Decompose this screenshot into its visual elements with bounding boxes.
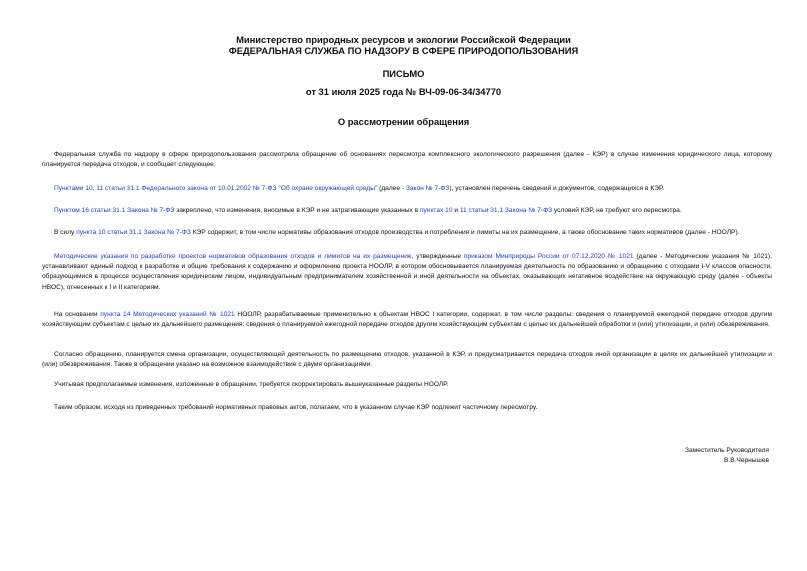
signature-name: В.В.Чернышев [723, 457, 769, 464]
link-law-7fz-art31[interactable]: Пунктами 10, 11 статьи 31.1 Федерального закона от 10.01.2002 № 7-ФЗ "Об охране окружающей среды" [54, 185, 378, 192]
paragraph-4-text-a: В силу [54, 229, 77, 236]
paragraph-4-text-b: КЭР содержит, в том числе нормативы образования отходов производства и потребления и лимиты на их размещение, а также обоснование таких нормативов (далее - НООЛР). [190, 229, 740, 236]
link-point-14[interactable]: пункта 14 Методических указаний № 1021 [100, 311, 235, 318]
signature-position: Заместитель Руководителя [685, 447, 769, 454]
link-law-7fz[interactable]: Закон № 7-ФЗ [405, 185, 450, 192]
service-name: ФЕДЕРАЛЬНАЯ СЛУЖБА ПО НАДЗОРУ В СФЕРЕ ПРИРОДОПОЛЬЗОВАНИЯ [228, 45, 579, 56]
link-point-10[interactable]: пункта 10 статьи 31.1 Закона № 7-ФЗ [76, 229, 191, 236]
paragraph-3-text-b: условий КЭР, не требуют его пересмотра. [552, 207, 682, 214]
paragraph-7: Согласно обращению, планируется смена организации, осуществляющей деятельность по размещению отходов, указанной в КЭР, и предусматривается передача отходов иной организации в целях их дальнейшей утилизации и (или) обезвреживания. Также в обращении указано на возможное взаимодействие с двумя организациями. [42, 351, 772, 369]
paragraph-6 [42, 310, 772, 330]
paragraph-8: Учитывая предполагаемые изменения, изложенные в обращении, требуется скорректировать вышеуказанные разделы НООЛР. [54, 381, 449, 388]
paragraph-3-text-and: и [452, 207, 460, 214]
document-type: ПИСЬМО [382, 68, 425, 79]
paragraph-5-text-b: (далее - Методические указания № 1021), устанавливают единый подход к разработке и общие требования к содержанию и оформлению проекта НООЛР, в котором обосновывается планируемая деятельность по образованию и обращению с отходами I-V классов опасности, образующимися в процессе осуществления юридическим лицом, индивидуальным предпринимателем хозяйственной и иной деятельности на объектах, оказывающих негативное воздействие на окружающую среду (далее - объекты НВОС), отнесенных к I и II категориям. [42, 253, 772, 291]
document-date-number: от 31 июля 2025 года № ВЧ-09-06-34/34770 [305, 86, 502, 97]
link-order-1021[interactable]: приказом Минприроды России от 07.12.2020 № 1021 [463, 253, 634, 260]
link-points-10[interactable]: пунктах 10 [419, 207, 453, 214]
link-point-16[interactable]: Пунктом 16 статьи 31.1 Закона № 7-ФЗ [54, 207, 175, 214]
paragraph-2-text-a: (далее - [377, 185, 406, 192]
paragraph-3-text-a: закреплено, что изменения, вносимые в КЭР и не затрагивающие указанных в [174, 207, 420, 214]
paragraph-3 [42, 206, 772, 216]
paragraph-5-text-a: , утвержденные [411, 253, 464, 260]
paragraph-5 [42, 252, 772, 293]
ministry-name: Министерство природных ресурсов и экологии Российской Федерации [236, 34, 571, 45]
paragraph-2-text-b: ), установлен перечень сведений и документов, содержащихся в КЭР. [449, 185, 664, 192]
link-method-guidelines[interactable]: Методические указания по разработке проектов нормативов образования отходов и лимитов на их размещение [54, 253, 412, 260]
paragraph-9: Таким образом, исходя из приведенных требований нормативных правовых актов, полагаем, что в указанном случае КЭР подлежит частичному пересмотру. [54, 404, 538, 411]
paragraph-6-text-a: На основании [54, 311, 101, 318]
paragraph-6-text-b: НООЛР, разрабатываемые применительно к объектам НВОС I категории, содержат, в том числе разделы: сведения о планируемой ежегодной передаче отходов другим хозяйствующим субъектам с целью их дальнейшего размещения; сведения о планируемой ежегодной передаче отходов другим хозяйствующим субъектам с целью их дальнейшей обработки и (или) утилизации, и (или) обезвреживания. [42, 311, 772, 329]
paragraph-2 [42, 184, 772, 194]
paragraph-4 [42, 228, 772, 238]
document-subject: О рассмотрении обращения [337, 116, 470, 127]
link-point-11[interactable]: 11 статьи 31.1 Закона № 7-ФЗ [459, 207, 553, 214]
paragraph-1: Федеральная служба по надзору в сфере природопользования рассмотрела обращение об основаниях пересмотра комплексного экологического разрешения (далее - КЭР) в случае изменения юридического лица, которому планируется передача отходов, и сообщает следующее. [42, 151, 772, 169]
